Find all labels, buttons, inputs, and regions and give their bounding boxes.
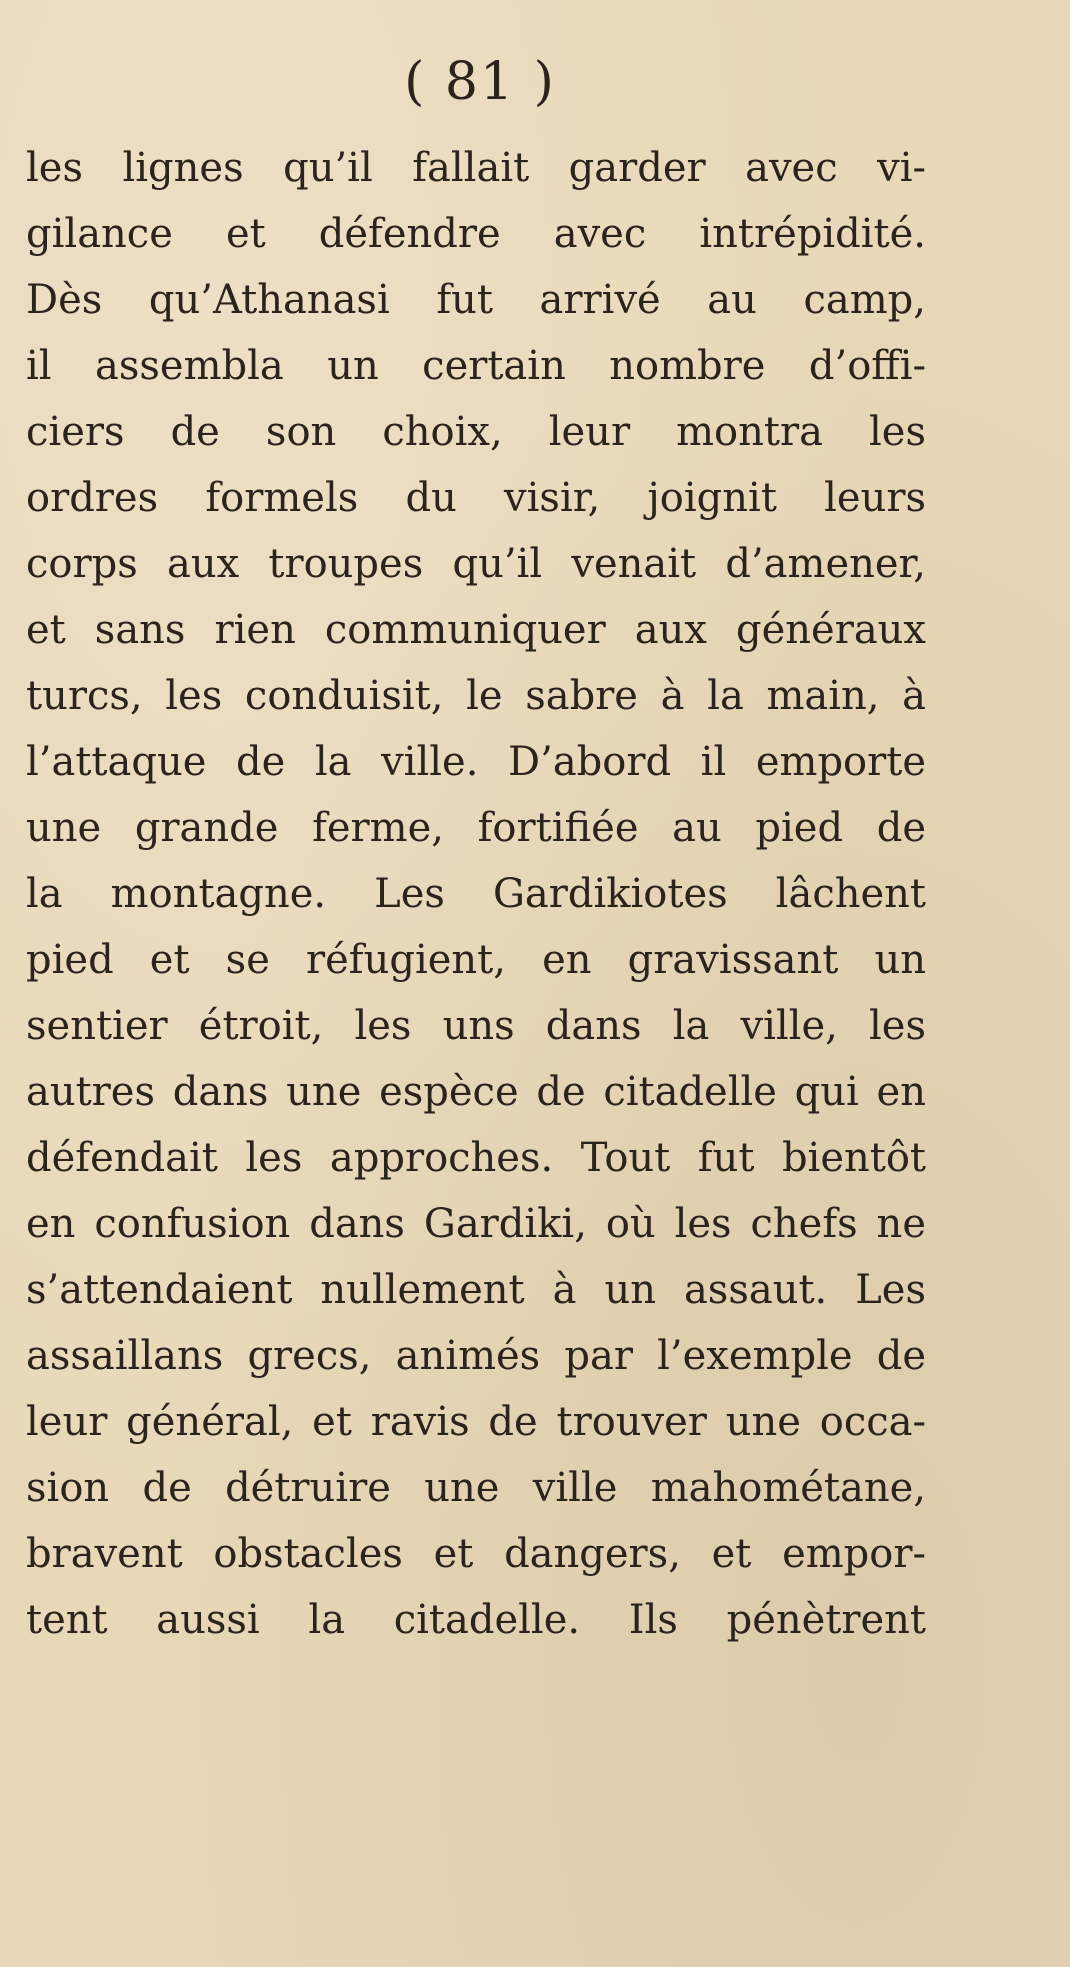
text-line: les lignes qu’il fallait garder avec vi- [26,145,926,191]
text-line: Dès qu’Athanasi fut arrivé au camp, [26,277,926,323]
text-line: autres dans une espèce de citadelle qui en [26,1069,926,1115]
text-line: défendait les approches. Tout fut bientôt [26,1135,926,1181]
text-line: gilance et défendre avec intrépidité. [26,211,926,257]
text-line: en confusion dans Gardiki, où les chefs ne [26,1201,926,1247]
text-line: ordres formels du visir, joignit leurs [26,475,926,521]
text-line: bravent obstacles et dangers, et empor- [26,1531,926,1577]
text-line: turcs, les conduisit, le sabre à la main, à [26,673,926,719]
text-line: ciers de son choix, leur montra les [26,409,926,455]
text-line: il assembla un certain nombre d’offi- [26,343,926,389]
text-line: une grande ferme, fortifiée au pied de [26,805,926,851]
text-line: sion de détruire une ville mahométane, [26,1465,926,1511]
text-line: corps aux troupes qu’il venait d’amener, [26,541,926,587]
text-line: la montagne. Les Gardikiotes lâchent [26,871,926,917]
text-line: s’attendaient nullement à un assaut. Les [26,1267,926,1313]
text-line: et sans rien communiquer aux généraux [26,607,926,653]
text-line: sentier étroit, les uns dans la ville, les [26,1003,926,1049]
page-number: ( 81 ) [404,52,556,112]
text-line: assaillans grecs, animés par l’exemple de [26,1333,926,1379]
body-text [26,135,926,1653]
text-line: pied et se réfugient, en gravissant un [26,937,926,983]
text-line: leur général, et ravis de trouver une occa- [26,1399,926,1445]
text-line: tent aussi la citadelle. Ils pénètrent [26,1597,926,1643]
text-line: l’attaque de la ville. D’abord il emporte [26,739,926,785]
